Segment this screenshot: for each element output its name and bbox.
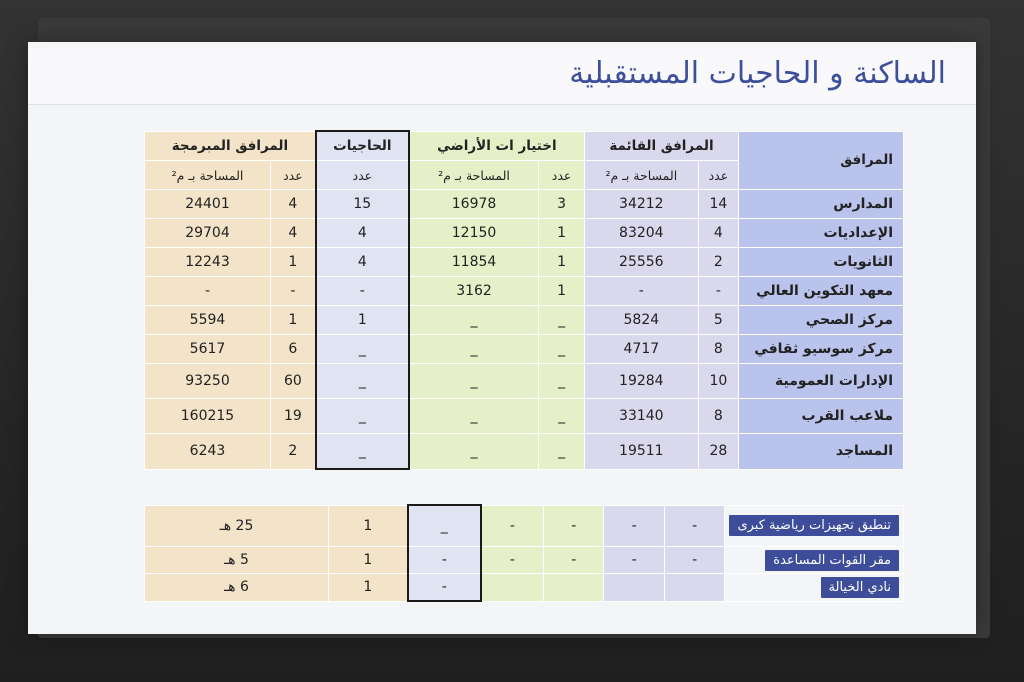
- planned-header: المرافق المبرمجة: [145, 131, 316, 161]
- row-label: الإعداديات: [739, 219, 904, 248]
- existing-area-cell: 4717: [584, 335, 698, 364]
- planned-count-cell: 4: [270, 190, 315, 219]
- table-row: [145, 248, 904, 277]
- existing-area-cell: 25556: [584, 248, 698, 277]
- planned-area-cell: 24401: [145, 190, 271, 219]
- land-area-header: المساحة بـ م²: [409, 161, 539, 190]
- existing-area-cell: 34212: [584, 190, 698, 219]
- row-label: المدارس: [739, 190, 904, 219]
- land-area-cell: -: [481, 547, 544, 574]
- lower-row-label-cell: [725, 574, 904, 602]
- land-count-cell: -: [543, 547, 603, 574]
- existing-count-header: عدد: [698, 161, 738, 190]
- existing-count-cell: 14: [698, 190, 738, 219]
- land-area-cell: 3162: [409, 277, 539, 306]
- needs-count-cell: -: [408, 574, 481, 602]
- land-count-header: عدد: [539, 161, 585, 190]
- planned-area-cell: 5594: [145, 306, 271, 335]
- planned-area-cell: 6 هـ: [145, 574, 329, 602]
- row-label: الثانويات: [739, 248, 904, 277]
- lower-row: [145, 574, 904, 602]
- lower-table-body: [145, 505, 904, 601]
- existing-count-cell: 8: [698, 399, 738, 434]
- slide: [28, 42, 976, 634]
- needs-count-cell: _: [316, 335, 409, 364]
- existing-count-cell: 28: [698, 434, 738, 470]
- planned-count-header: عدد: [270, 161, 315, 190]
- needs-count-cell: _: [316, 434, 409, 470]
- existing-count-cell: -: [664, 547, 724, 574]
- lower-table: [144, 504, 904, 602]
- land-area-cell: [481, 574, 544, 602]
- land-count-cell: -: [543, 505, 603, 547]
- planned-area-cell: -: [145, 277, 271, 306]
- existing-area-header: المساحة بـ م²: [584, 161, 698, 190]
- needs-count-cell: -: [408, 547, 481, 574]
- lower-row: [145, 547, 904, 574]
- existing-area-cell: 19511: [584, 434, 698, 470]
- planned-count-cell: -: [270, 277, 315, 306]
- land-area-cell: _: [409, 364, 539, 399]
- title-bar: [28, 48, 976, 105]
- table-row: [145, 434, 904, 470]
- row-label: المساجد: [739, 434, 904, 470]
- planned-count-cell: 19: [270, 399, 315, 434]
- table-row: [145, 306, 904, 335]
- planned-count-cell: 1: [270, 248, 315, 277]
- needs-count-cell: 1: [316, 306, 409, 335]
- table-row: [145, 364, 904, 399]
- needs-count-cell: _: [316, 399, 409, 434]
- land-area-cell: _: [409, 434, 539, 470]
- land-count-cell: 1: [539, 277, 585, 306]
- existing-count-cell: 8: [698, 335, 738, 364]
- needs-count-cell: _: [316, 364, 409, 399]
- row-label: مركز الصحي: [739, 306, 904, 335]
- existing-area-cell: 33140: [584, 399, 698, 434]
- planned-count-cell: 1: [328, 547, 407, 574]
- header-row-1: [145, 131, 904, 161]
- land-header: اختيار ات الأراضي: [409, 131, 585, 161]
- needs-count-header: عدد: [316, 161, 409, 190]
- table-row: [145, 219, 904, 248]
- table-row: [145, 190, 904, 219]
- planned-count-cell: 60: [270, 364, 315, 399]
- planned-area-cell: 5617: [145, 335, 271, 364]
- planned-count-cell: 2: [270, 434, 315, 470]
- existing-area-cell: -: [604, 547, 664, 574]
- planned-area-cell: 93250: [145, 364, 271, 399]
- planned-area-cell: 6243: [145, 434, 271, 470]
- lower-row-label: نادي الخيالة: [821, 577, 899, 598]
- table-row: [145, 335, 904, 364]
- facilities-table: [144, 130, 904, 470]
- needs-count-cell: -: [316, 277, 409, 306]
- planned-area-cell: 29704: [145, 219, 271, 248]
- planned-count-cell: 1: [328, 574, 407, 602]
- existing-area-cell: -: [604, 505, 664, 547]
- existing-area-cell: -: [584, 277, 698, 306]
- main-table-wrap: [144, 130, 904, 470]
- land-count-cell: _: [539, 434, 585, 470]
- land-count-cell: 1: [539, 248, 585, 277]
- needs-count-cell: 4: [316, 219, 409, 248]
- row-label: مركز سوسيو ثقافي: [739, 335, 904, 364]
- lower-row: [145, 505, 904, 547]
- lower-table-wrap: [144, 504, 904, 602]
- lower-row-label: مقر القوات المساعدة: [765, 550, 899, 571]
- existing-count-cell: 2: [698, 248, 738, 277]
- needs-count-cell: 15: [316, 190, 409, 219]
- land-count-cell: _: [539, 306, 585, 335]
- land-count-cell: _: [539, 364, 585, 399]
- planned-area-cell: 5 هـ: [145, 547, 329, 574]
- existing-area-cell: [604, 574, 664, 602]
- needs-count-cell: _: [408, 505, 481, 547]
- existing-count-cell: -: [664, 505, 724, 547]
- land-area-cell: _: [409, 306, 539, 335]
- existing-count-cell: -: [698, 277, 738, 306]
- table-row: [145, 277, 904, 306]
- planned-area-cell: 160215: [145, 399, 271, 434]
- planned-area-cell: 25 هـ: [145, 505, 329, 547]
- facilities-header: المرافق: [739, 131, 904, 190]
- existing-area-cell: 19284: [584, 364, 698, 399]
- land-count-cell: [543, 574, 603, 602]
- land-count-cell: _: [539, 399, 585, 434]
- existing-count-cell: 10: [698, 364, 738, 399]
- lower-row-label: تنطيق تجهيزات رياضية كبرى: [729, 515, 899, 536]
- lower-row-label-cell: [725, 505, 904, 547]
- planned-area-cell: 12243: [145, 248, 271, 277]
- existing-area-cell: 5824: [584, 306, 698, 335]
- land-area-cell: 12150: [409, 219, 539, 248]
- land-area-cell: 11854: [409, 248, 539, 277]
- existing-count-cell: 4: [698, 219, 738, 248]
- existing-area-cell: 83204: [584, 219, 698, 248]
- planned-count-cell: 1: [270, 306, 315, 335]
- existing-count-cell: [664, 574, 724, 602]
- planned-area-header: المساحة بـ م²: [145, 161, 271, 190]
- table-body: [145, 190, 904, 470]
- slide-title: الساكنة و الحاجيات المستقبلية: [569, 56, 946, 91]
- table-row: [145, 399, 904, 434]
- land-area-cell: 16978: [409, 190, 539, 219]
- land-area-cell: _: [409, 399, 539, 434]
- row-label: معهد التكوين العالي: [739, 277, 904, 306]
- land-area-cell: -: [481, 505, 544, 547]
- existing-header: المرافق القائمة: [584, 131, 738, 161]
- land-count-cell: _: [539, 335, 585, 364]
- land-area-cell: _: [409, 335, 539, 364]
- planned-count-cell: 4: [270, 219, 315, 248]
- planned-count-cell: 1: [328, 505, 407, 547]
- existing-count-cell: 5: [698, 306, 738, 335]
- lower-row-label-cell: [725, 547, 904, 574]
- land-count-cell: 3: [539, 190, 585, 219]
- row-label: ملاعب القرب: [739, 399, 904, 434]
- planned-count-cell: 6: [270, 335, 315, 364]
- needs-header: الحاجيات: [316, 131, 409, 161]
- land-count-cell: 1: [539, 219, 585, 248]
- needs-count-cell: 4: [316, 248, 409, 277]
- row-label: الإدارات العمومية: [739, 364, 904, 399]
